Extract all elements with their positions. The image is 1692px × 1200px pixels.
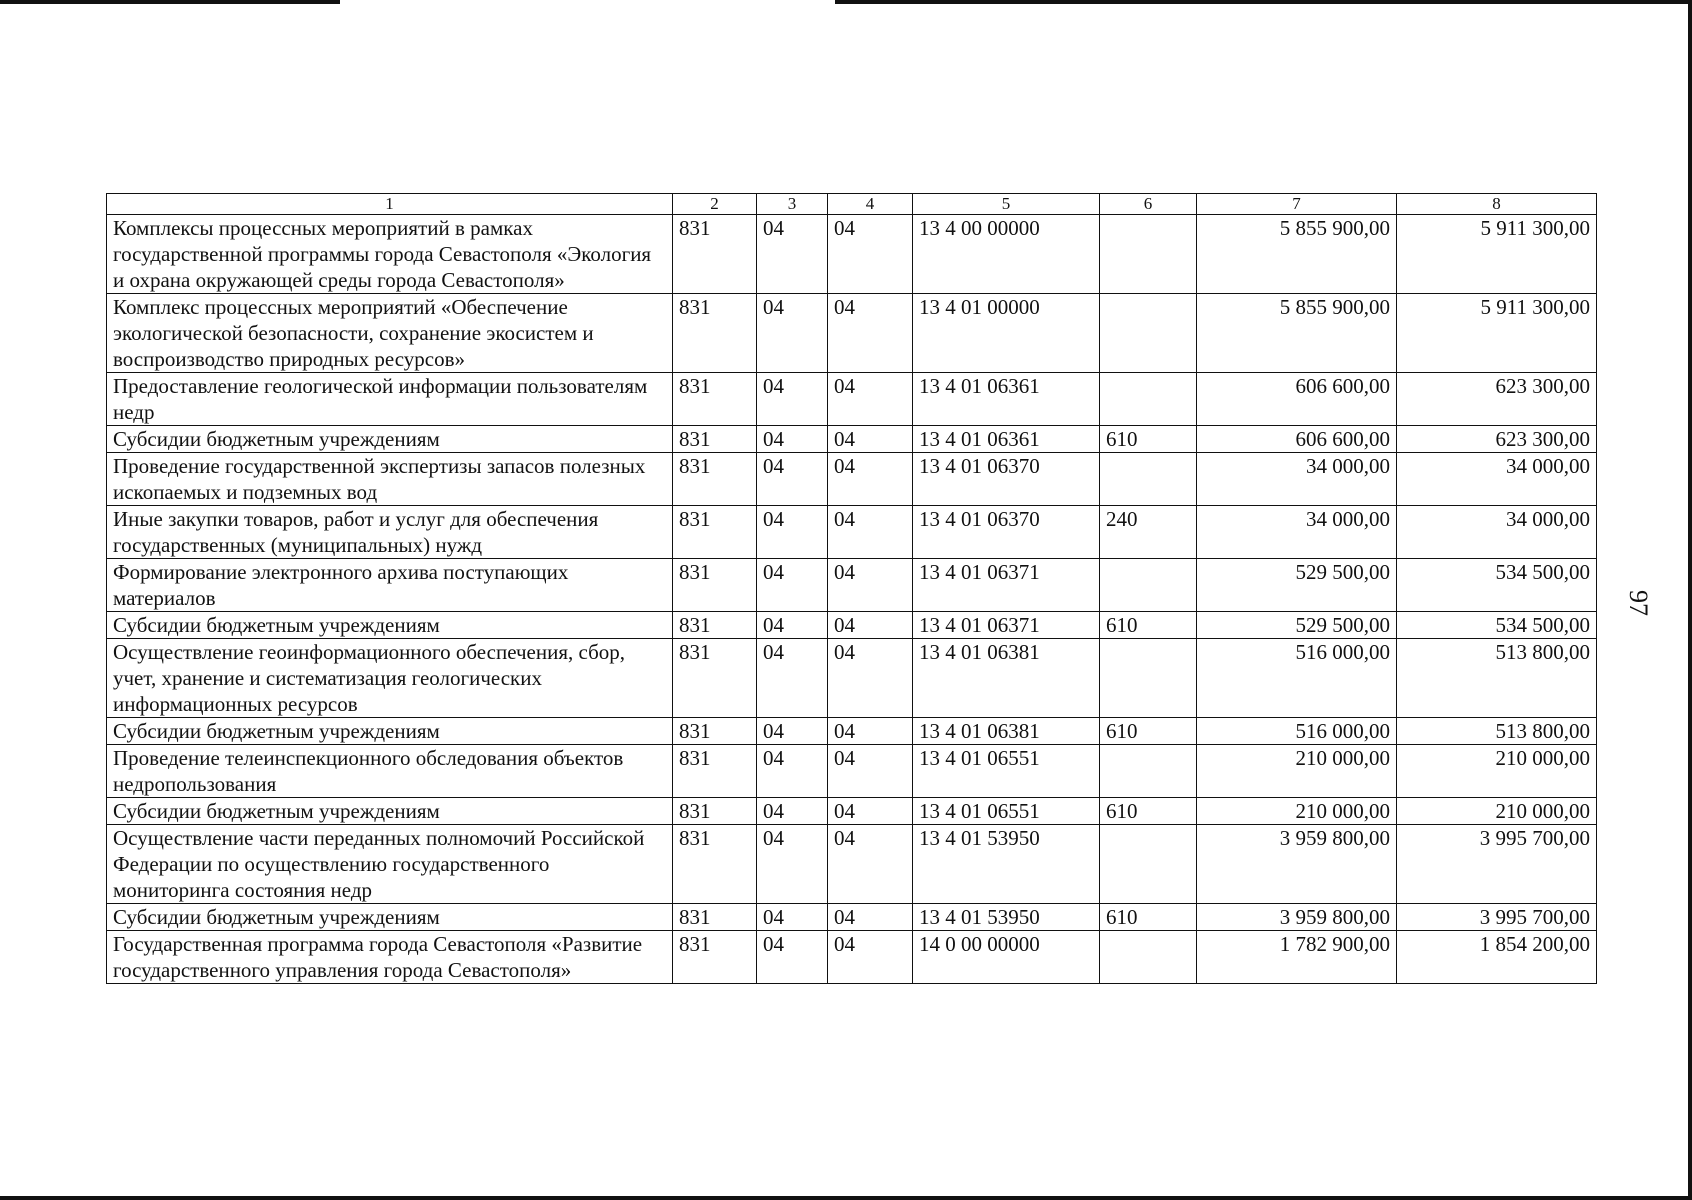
header-row xyxy=(107,194,1597,215)
row-name: Субсидии бюджетным учреждениям xyxy=(107,718,673,745)
amount-year-1: 529 500,00 xyxy=(1197,559,1397,612)
subsection-code: 04 xyxy=(828,931,913,984)
row-name: Субсидии бюджетным учреждениям xyxy=(107,904,673,931)
row-name: Субсидии бюджетным учреждениям xyxy=(107,798,673,825)
header-cell: 1 xyxy=(107,194,673,215)
target-article-code: 13 4 01 06551 xyxy=(913,745,1100,798)
expense-type-code: 610 xyxy=(1100,798,1197,825)
target-article-code: 13 4 01 06371 xyxy=(913,559,1100,612)
section-code: 04 xyxy=(757,612,828,639)
ved-code: 831 xyxy=(673,426,757,453)
section-code: 04 xyxy=(757,718,828,745)
subsection-code: 04 xyxy=(828,639,913,718)
subsection-code: 04 xyxy=(828,426,913,453)
ved-code: 831 xyxy=(673,798,757,825)
amount-year-1: 529 500,00 xyxy=(1197,612,1397,639)
ved-code: 831 xyxy=(673,612,757,639)
subsection-code: 04 xyxy=(828,825,913,904)
expense-type-code xyxy=(1100,294,1197,373)
subsection-code: 04 xyxy=(828,718,913,745)
amount-year-2: 534 500,00 xyxy=(1397,612,1597,639)
amount-year-1: 34 000,00 xyxy=(1197,506,1397,559)
amount-year-1: 1 782 900,00 xyxy=(1197,931,1397,984)
ved-code: 831 xyxy=(673,453,757,506)
expense-type-code xyxy=(1100,825,1197,904)
amount-year-1: 5 855 900,00 xyxy=(1197,294,1397,373)
header-cell: 7 xyxy=(1197,194,1397,215)
ved-code: 831 xyxy=(673,904,757,931)
subsection-code: 04 xyxy=(828,745,913,798)
scan-edge-right xyxy=(1688,0,1692,1200)
section-code: 04 xyxy=(757,506,828,559)
subsection-code: 04 xyxy=(828,506,913,559)
table-row xyxy=(107,718,1597,745)
amount-year-2: 513 800,00 xyxy=(1397,718,1597,745)
expense-type-code: 610 xyxy=(1100,426,1197,453)
ved-code: 831 xyxy=(673,294,757,373)
row-name: Проведение государственной экспертизы запасов полезных ископаемых и подземных вод xyxy=(107,453,673,506)
row-name: Субсидии бюджетным учреждениям xyxy=(107,426,673,453)
ved-code: 831 xyxy=(673,639,757,718)
amount-year-2: 5 911 300,00 xyxy=(1397,215,1597,294)
row-name: Осуществление геоинформационного обеспечения, сбор, учет, хранение и систематизация геологических информационных ресурсов xyxy=(107,639,673,718)
target-article-code: 14 0 00 00000 xyxy=(913,931,1100,984)
amount-year-2: 34 000,00 xyxy=(1397,453,1597,506)
expense-type-code xyxy=(1100,639,1197,718)
scan-edge-top-right xyxy=(835,0,1692,4)
amount-year-2: 210 000,00 xyxy=(1397,745,1597,798)
row-name: Комплекс процессных мероприятий «Обеспечение экологической безопасности, сохранение экосистем и воспроизводство природных ресурсов» xyxy=(107,294,673,373)
amount-year-2: 210 000,00 xyxy=(1397,798,1597,825)
amount-year-1: 3 959 800,00 xyxy=(1197,904,1397,931)
subsection-code: 04 xyxy=(828,215,913,294)
expense-type-code xyxy=(1100,373,1197,426)
table-row xyxy=(107,373,1597,426)
expense-type-code xyxy=(1100,215,1197,294)
amount-year-1: 210 000,00 xyxy=(1197,798,1397,825)
target-article-code: 13 4 00 00000 xyxy=(913,215,1100,294)
row-name: Формирование электронного архива поступающих материалов xyxy=(107,559,673,612)
expense-type-code: 610 xyxy=(1100,904,1197,931)
expense-type-code: 610 xyxy=(1100,718,1197,745)
subsection-code: 04 xyxy=(828,453,913,506)
table-row xyxy=(107,426,1597,453)
ved-code: 831 xyxy=(673,825,757,904)
section-code: 04 xyxy=(757,825,828,904)
section-code: 04 xyxy=(757,294,828,373)
amount-year-1: 516 000,00 xyxy=(1197,718,1397,745)
expense-type-code: 610 xyxy=(1100,612,1197,639)
section-code: 04 xyxy=(757,559,828,612)
ved-code: 831 xyxy=(673,506,757,559)
amount-year-2: 3 995 700,00 xyxy=(1397,825,1597,904)
target-article-code: 13 4 01 06381 xyxy=(913,718,1100,745)
row-name: Проведение телеинспекционного обследования объектов недропользования xyxy=(107,745,673,798)
table-row xyxy=(107,825,1597,904)
table-row xyxy=(107,931,1597,984)
row-name: Государственная программа города Севастополя «Развитие государственного управления города Севастополя» xyxy=(107,931,673,984)
row-name: Субсидии бюджетным учреждениям xyxy=(107,612,673,639)
target-article-code: 13 4 01 06370 xyxy=(913,453,1100,506)
amount-year-2: 3 995 700,00 xyxy=(1397,904,1597,931)
target-article-code: 13 4 01 06370 xyxy=(913,506,1100,559)
expense-type-code xyxy=(1100,745,1197,798)
amount-year-2: 534 500,00 xyxy=(1397,559,1597,612)
section-code: 04 xyxy=(757,453,828,506)
target-article-code: 13 4 01 06361 xyxy=(913,426,1100,453)
section-code: 04 xyxy=(757,373,828,426)
section-code: 04 xyxy=(757,745,828,798)
section-code: 04 xyxy=(757,931,828,984)
amount-year-1: 5 855 900,00 xyxy=(1197,215,1397,294)
table-row xyxy=(107,745,1597,798)
amount-year-1: 606 600,00 xyxy=(1197,373,1397,426)
table-row xyxy=(107,639,1597,718)
subsection-code: 04 xyxy=(828,904,913,931)
amount-year-1: 516 000,00 xyxy=(1197,639,1397,718)
subsection-code: 04 xyxy=(828,559,913,612)
table-row xyxy=(107,294,1597,373)
section-code: 04 xyxy=(757,904,828,931)
section-code: 04 xyxy=(757,639,828,718)
subsection-code: 04 xyxy=(828,798,913,825)
amount-year-1: 210 000,00 xyxy=(1197,745,1397,798)
table-row xyxy=(107,559,1597,612)
table-row xyxy=(107,453,1597,506)
target-article-code: 13 4 01 53950 xyxy=(913,904,1100,931)
header-cell: 4 xyxy=(828,194,913,215)
expense-type-code: 240 xyxy=(1100,506,1197,559)
target-article-code: 13 4 01 53950 xyxy=(913,825,1100,904)
amount-year-2: 5 911 300,00 xyxy=(1397,294,1597,373)
row-name: Предоставление геологической информации пользователям недр xyxy=(107,373,673,426)
scan-edge-top-left xyxy=(0,0,340,4)
row-name: Иные закупки товаров, работ и услуг для обеспечения государственных (муниципальных) нужд xyxy=(107,506,673,559)
amount-year-2: 623 300,00 xyxy=(1397,426,1597,453)
ved-code: 831 xyxy=(673,559,757,612)
amount-year-2: 34 000,00 xyxy=(1397,506,1597,559)
row-name: Осуществление части переданных полномочий Российской Федерации по осуществлению государственного мониторинга состояния недр xyxy=(107,825,673,904)
budget-table xyxy=(106,193,1597,984)
section-code: 04 xyxy=(757,215,828,294)
amount-year-2: 623 300,00 xyxy=(1397,373,1597,426)
subsection-code: 04 xyxy=(828,612,913,639)
ved-code: 831 xyxy=(673,215,757,294)
table-row xyxy=(107,506,1597,559)
amount-year-1: 34 000,00 xyxy=(1197,453,1397,506)
table-row xyxy=(107,904,1597,931)
amount-year-2: 513 800,00 xyxy=(1397,639,1597,718)
ved-code: 831 xyxy=(673,373,757,426)
table-row xyxy=(107,612,1597,639)
scan-edge-bottom xyxy=(0,1196,1692,1200)
target-article-code: 13 4 01 06361 xyxy=(913,373,1100,426)
header-cell: 5 xyxy=(913,194,1100,215)
ved-code: 831 xyxy=(673,931,757,984)
ved-code: 831 xyxy=(673,745,757,798)
amount-year-1: 606 600,00 xyxy=(1197,426,1397,453)
row-name: Комплексы процессных мероприятий в рамках государственной программы города Севастополя «Экология и охрана окружающей среды города Севастополя» xyxy=(107,215,673,294)
header-cell: 3 xyxy=(757,194,828,215)
subsection-code: 04 xyxy=(828,294,913,373)
amount-year-2: 1 854 200,00 xyxy=(1397,931,1597,984)
section-code: 04 xyxy=(757,426,828,453)
page-number: 97 xyxy=(1624,590,1653,616)
expense-type-code xyxy=(1100,453,1197,506)
header-cell: 8 xyxy=(1397,194,1597,215)
ved-code: 831 xyxy=(673,718,757,745)
expense-type-code xyxy=(1100,931,1197,984)
table-row xyxy=(107,798,1597,825)
target-article-code: 13 4 01 00000 xyxy=(913,294,1100,373)
header-cell: 6 xyxy=(1100,194,1197,215)
amount-year-1: 3 959 800,00 xyxy=(1197,825,1397,904)
target-article-code: 13 4 01 06381 xyxy=(913,639,1100,718)
subsection-code: 04 xyxy=(828,373,913,426)
section-code: 04 xyxy=(757,798,828,825)
table-row xyxy=(107,215,1597,294)
header-cell: 2 xyxy=(673,194,757,215)
expense-type-code xyxy=(1100,559,1197,612)
target-article-code: 13 4 01 06551 xyxy=(913,798,1100,825)
target-article-code: 13 4 01 06371 xyxy=(913,612,1100,639)
